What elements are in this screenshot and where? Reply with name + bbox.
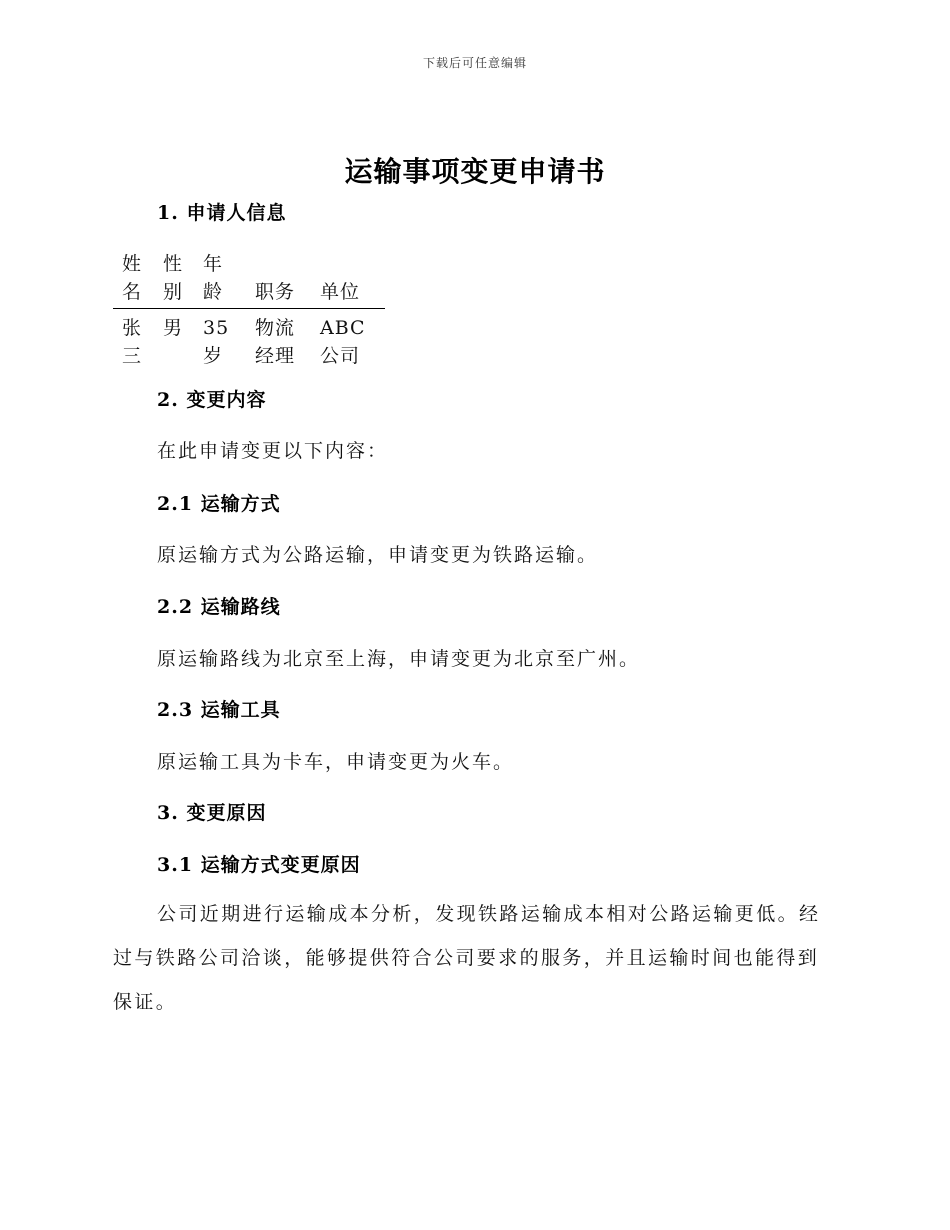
- table-cell: [122, 314, 150, 370]
- header-line: 单位: [320, 281, 361, 303]
- table-row: [113, 314, 385, 370]
- table-cell: [320, 314, 380, 370]
- document-title: 运输事项变更申请书: [344, 155, 606, 188]
- header-line: [255, 250, 305, 278]
- cell-line: 公司: [320, 345, 361, 367]
- cell-line: 男: [163, 317, 184, 339]
- table-header-cell: [255, 250, 305, 306]
- table-header-cell: [163, 250, 191, 306]
- cell-line: 物流: [255, 317, 296, 339]
- change-intro-text: 在此申请变更以下内容：: [157, 440, 389, 462]
- header-line: 别: [163, 281, 184, 303]
- cell-line: 三: [122, 345, 143, 367]
- table-cell: [203, 314, 239, 370]
- section-heading-change-reason: 3. 变更原因: [157, 802, 267, 824]
- cell-line: 张: [122, 317, 143, 339]
- table-header-row: [113, 250, 385, 306]
- transport-route-text: 原运输路线为北京至上海，申请变更为北京至广州。: [157, 648, 641, 670]
- applicant-info-table: [113, 250, 385, 367]
- cell-line: ABC: [320, 317, 366, 339]
- page-header: 下载后可任意编辑: [422, 56, 527, 70]
- mode-change-reason-text: 公司近期进行运输成本分析，发现铁路运输成本相对公路运输更低。经过与铁路公司洽谈，能够提供符合公司要求的服务，并且运输时间也能得到保证。: [113, 903, 821, 1013]
- subsection-heading-transport-route: 2.2 运输路线: [157, 596, 281, 618]
- table-divider: [113, 308, 385, 309]
- header-line: [320, 250, 380, 278]
- table-header-cell: [203, 250, 239, 306]
- cell-line: 岁: [203, 345, 224, 367]
- section-heading-change-content: 2. 变更内容: [157, 389, 267, 411]
- table-cell: [255, 314, 305, 370]
- table-header-cell: [122, 250, 150, 306]
- transport-mode-text: 原运输方式为公路运输，申请变更为铁路运输。: [157, 544, 599, 566]
- header-line: 名: [122, 281, 143, 303]
- cell-line: 经理: [255, 345, 296, 367]
- header-line: 姓: [122, 253, 143, 275]
- header-line: 年: [203, 253, 224, 275]
- cell-line: 35: [203, 317, 230, 339]
- header-line: 性: [163, 253, 184, 275]
- subsection-heading-transport-vehicle: 2.3 运输工具: [157, 699, 281, 721]
- section-heading-applicant-info: 1. 申请人信息: [157, 202, 287, 224]
- header-line: 职务: [255, 281, 296, 303]
- table-header-cell: [320, 250, 380, 306]
- header-line: 龄: [203, 281, 224, 303]
- subsection-heading-mode-change-reason: 3.1 运输方式变更原因: [157, 854, 361, 876]
- table-cell: [163, 314, 191, 342]
- transport-vehicle-text: 原运输工具为卡车，申请变更为火车。: [157, 751, 515, 773]
- subsection-heading-transport-mode: 2.1 运输方式: [157, 493, 281, 515]
